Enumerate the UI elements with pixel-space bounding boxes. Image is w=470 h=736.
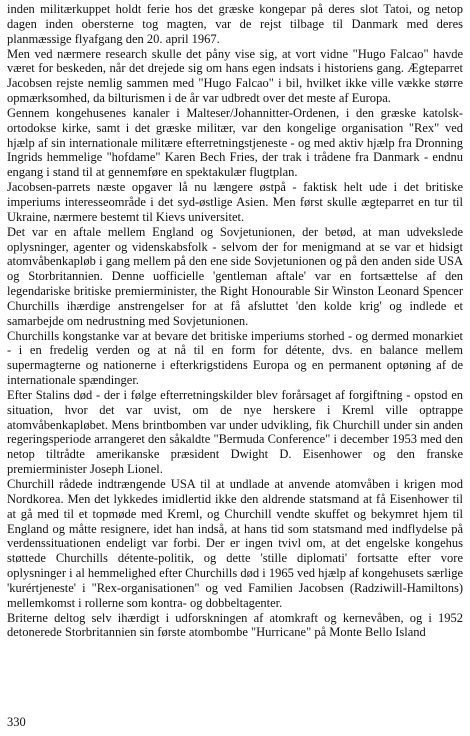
paragraph: Men ved nærmere research skulle det påny vise sig, at vort vidne "Hugo Falcao" havde været for beskeden, når det drejede sig om hans egen indsats i historiens gang. Ægteparret Jacobsen rejste nemlig sammen med "Hugo Falcao" i bil, hvilket ikke ville vække større opmærksomhed, da bilturismen i de år var udbredt over det meste af Europa. [7, 46, 463, 106]
paragraph: Churchill rådede indtrængende USA til at undlade at anvende atomvåben i krigen mod Nordkorea. Men det lykkedes imidlertid ikke den aldrende statsmand at få Eisenhower til at gå med til et topmøde med Kreml, og Churchill vendte skuffet og bekymret hjem til England og måtte resignere, idet han indså, at hans tid som statsmand med indflydelse på verdenssituationen endeligt var forbi. Der er ingen tvivl om, at det engelske kongehus støttede Churchills détente-politik, og dette 'stille diplomati' fortsatte efter vore oplysninger i al hemmelighed efter Churchills død i 1965 ved hjælp af kongehusets særlige 'kurértjeneste' i "Rex-organisationen" og ved Familien Jacobsen (Radziwill-Hamiltons) mellemkomst i rollerne som kontra- og dobbeltagenter. [7, 477, 463, 610]
paragraph: Efter Stalins død - der i følge efterretningskilder blev forårsaget af forgiftning - opstod en situation, hvor det var uvist, om de nye herskere i Kreml ville optrappe atomvåbenkapløbet. Mens brintbomben var under udvikling, fik Churchill under sin anden regeringsperiode arrangeret den såkaldte "Bermuda Conference" i december 1953 med den netop tiltrådte amerikanske præsident Dwight D. Eisenhower og den franske premierminister Joseph Lionel. [7, 387, 463, 477]
paragraph: Det var en aftale mellem England og Sovjetunionen, der betød, at man udvekslede oplysninger, agenter og videnskabsfolk - selvom der for menigmand at se var et hidsigt atomvåbenkapløb i gang mellem på den ene side Sovjetunionen og på den anden side USA og Storbritannien. Denne uofficielle 'gentleman aftale' var en fortsættelse af den legendariske britiske premierminister, the Right Honourable Sir Winston Leonard Spencer Churchills ihærdige anstrengelser for at få afsluttet 'den kolde krig' og indlede et samarbejde om nedrustning med Sovjetunionen. [7, 224, 463, 328]
paragraph: Briterne deltog selv ihærdigt i udforskningen af atomkraft og kernevåben, og i 1952 detonerede Storbritannien sin første atombombe "Hurricane" på Monte Bello Island [7, 610, 463, 640]
paragraph: Jacobsen-parrets næste opgaver lå nu længere østpå - faktisk helt ude i det britiske imperiums interesseområde i det syd-østlige Asien. Men først skulle ægteparret en tur til Ukraine, nærmere bestemt til Kievs universitet. [7, 180, 463, 224]
paragraph: Gennem kongehusenes kanaler i Malteser/Johannitter-Ordenen, i den græske katolsk-ortodokse kirke, samt i det græske militær, var den kongelige organisation "Rex" ved hjælp af sin internationale militære efterretningstjeneste - og med aktiv hjælp fra Dronning Ingrids hemmelige "hofdame" Karen Bech Fries, der trak i trådene fra Danmark - endnu engang i stand til at gennemføre en spektakulær flugtplan. [7, 105, 463, 180]
paragraph: Churchills kongstanke var at bevare det britiske imperiums storhed - og dermed monarkiet - i en fredelig verden og at nå til en form for détente, dvs. en balance mellem supermagterne og nationerne i efterkrigstidens Europa og en permanent optøning af de internationale spændinger. [7, 328, 463, 388]
document-body [7, 2, 463, 640]
paragraph: inden militærkuppet holdt ferie hos det græske kongepar på deres slot Tatoi, og netop dagen inden obersterne tog magten, var de rejst tilbage til Danmark med deres planmæssige flyafgang den 20. april 1967. [7, 2, 463, 46]
page-number: 330 [7, 715, 26, 729]
